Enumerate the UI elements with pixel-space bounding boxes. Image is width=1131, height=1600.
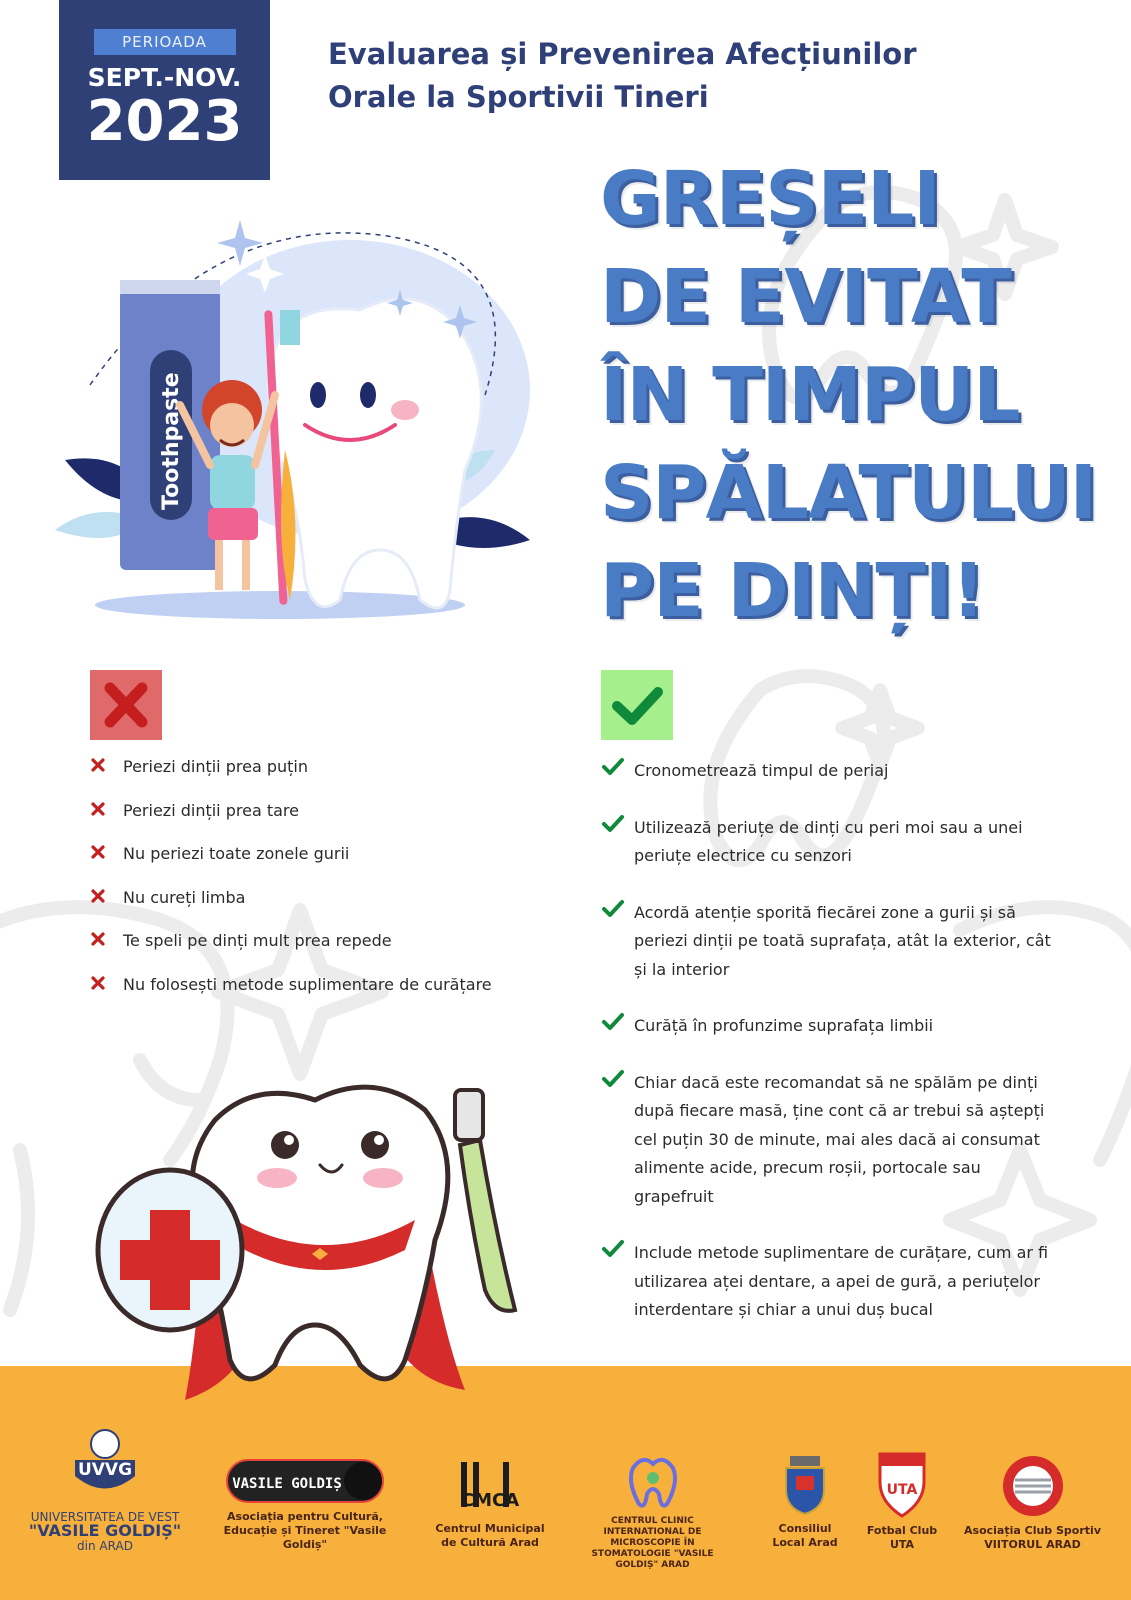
- list-item-text: Periezi dinții prea tare: [123, 800, 299, 820]
- toothpaste-kid-tooth-illustration: [50, 210, 540, 630]
- list-item-text: Nu cureți limba: [123, 887, 246, 907]
- coat-of-arms-icon: [782, 1454, 828, 1516]
- x-icon: [90, 975, 106, 991]
- viitorul-caption: Asociația Club Sportiv VIITORUL ARAD: [964, 1524, 1101, 1551]
- good-practices-header-icon: [601, 670, 673, 740]
- uta-caption: Fotbal Club UTA: [866, 1524, 938, 1551]
- checkmark-icon: [601, 1069, 625, 1089]
- list-item-text: Te speli pe dinți mult prea repede: [123, 931, 392, 950]
- vasile-goldis-badge-icon: [225, 1458, 385, 1504]
- uvvg-logo: [25, 1426, 185, 1553]
- headline: [600, 150, 1097, 640]
- mistakes-list: [90, 757, 530, 1018]
- headline-line-1: GREȘELI: [600, 156, 940, 242]
- list-item: [90, 757, 530, 801]
- period-months: SEPT.-NOV.: [87, 63, 242, 92]
- list-item: [601, 1069, 1061, 1212]
- cmca-caption: Centrul Municipal de Cultură Arad: [435, 1522, 545, 1549]
- period-label: PERIOADA: [94, 29, 236, 55]
- list-item: [601, 1239, 1061, 1325]
- superhero-tooth-mascot: [95, 1080, 545, 1420]
- toothpaste-label: Toothpaste: [159, 372, 184, 510]
- uvvg-line-1: UNIVERSITATEA DE VEST: [30, 1510, 180, 1524]
- cmca-mark-icon: [455, 1456, 525, 1516]
- uvvg-line-3: din ARAD: [77, 1539, 133, 1553]
- tooth-logo-icon: [625, 1454, 681, 1510]
- list-item: [90, 975, 530, 1019]
- clinic-caption: CENTRUL CLINIC INTERNATIONAL DE MICROSCOPIE ÎN STOMATOLOGIE "VASILE GOLDIȘ" ARAD: [591, 1516, 714, 1570]
- viitorul-crest-icon: [1001, 1454, 1065, 1518]
- university-crest-icon: [65, 1426, 145, 1504]
- checkmark-icon: [601, 899, 625, 919]
- period-year: 2023: [86, 89, 243, 154]
- checkmark-icon: [601, 1239, 625, 1259]
- cmca-logo: [430, 1456, 550, 1550]
- list-item-text: Chiar dacă este recomandat să ne spălăm pe dinți după fiecare masă, ține cont că ar trebui să aștepți cel puțin 30 de minute, mai ales dacă ai consumat alimente acide, precum roșii, portocale sau grapefruit: [634, 1072, 1045, 1206]
- x-icon: [90, 757, 106, 773]
- mistakes-header-icon: [90, 670, 162, 740]
- list-item-text: Nu periezi toate zonele gurii: [123, 844, 350, 863]
- headline-line-5: PE DINȚI!: [600, 548, 985, 634]
- list-item: [601, 1012, 1061, 1041]
- list-item: [601, 814, 1061, 871]
- list-item: [601, 757, 1061, 786]
- clinic-logo: [570, 1454, 735, 1571]
- council-caption: Consiliul Local Arad: [772, 1522, 838, 1549]
- list-item: [90, 888, 530, 932]
- svg-text:UVVG: UVVG: [77, 1460, 133, 1480]
- list-item: [90, 931, 530, 975]
- vg-association-caption: Asociația pentru Cultură, Educație și Tineret "Vasile Goldiș": [223, 1510, 387, 1551]
- x-icon: [90, 801, 106, 817]
- uvvg-line-2: "VASILE GOLDIȘ": [28, 1521, 182, 1540]
- checkmark-icon: [601, 1012, 625, 1032]
- viitorul-logo: [960, 1454, 1105, 1552]
- svg-text:VASILE GOLDIȘ: VASILE GOLDIȘ: [232, 1476, 342, 1492]
- council-logo: [765, 1454, 845, 1550]
- list-item-text: Periezi dinții prea puțin: [123, 757, 308, 776]
- period-box: [59, 0, 270, 180]
- checkmark-icon: [601, 670, 673, 740]
- svg-text:UTA: UTA: [886, 1482, 918, 1498]
- x-icon: [90, 931, 106, 947]
- list-item-text: Utilizează periuțe de dinți cu peri moi sau a unei periuțe electrice cu senzori: [634, 817, 1023, 865]
- headline-line-4: SPĂLATULUI: [600, 450, 1097, 536]
- title-line-1: Evaluarea și Prevenirea Afecțiunilor: [328, 37, 917, 71]
- checkmark-icon: [601, 814, 625, 834]
- list-item-text: Acordă atenție sporită fiecărei zone a gurii și să periezi dinții pe toată suprafața, atât la exterior, cât și la interior: [634, 902, 1051, 979]
- checkmark-icon: [601, 757, 625, 777]
- uta-shield-icon: [878, 1452, 926, 1518]
- list-item-text: Include metode suplimentare de curățare, cum ar fi utilizarea aței dentare, a apei de gură, a periuțelor interdentare și chiar a unui duș bucal: [634, 1243, 1049, 1319]
- headline-line-3: ÎN TIMPUL: [600, 352, 1020, 438]
- list-item-text: Nu folosești metode suplimentare de curățare: [123, 974, 492, 994]
- title-line-2: Orale la Sportivii Tineri: [328, 80, 709, 114]
- x-icon: [90, 888, 106, 904]
- list-item-text: Curăță în profunzime suprafața limbii: [634, 1016, 934, 1035]
- list-item: [601, 899, 1061, 985]
- x-icon: [90, 844, 106, 860]
- vg-association-logo: [205, 1458, 405, 1552]
- good-practices-list: [601, 757, 1061, 1353]
- svg-text:CMCA: CMCA: [460, 1490, 520, 1511]
- list-item-text: Cronometrează timpul de periaj: [634, 761, 889, 780]
- uta-logo: [862, 1452, 942, 1552]
- list-item: [90, 801, 530, 845]
- x-icon: [90, 670, 162, 740]
- page-title: [328, 33, 948, 119]
- list-item: [90, 844, 530, 888]
- headline-line-2: DE EVITAT: [600, 254, 1011, 340]
